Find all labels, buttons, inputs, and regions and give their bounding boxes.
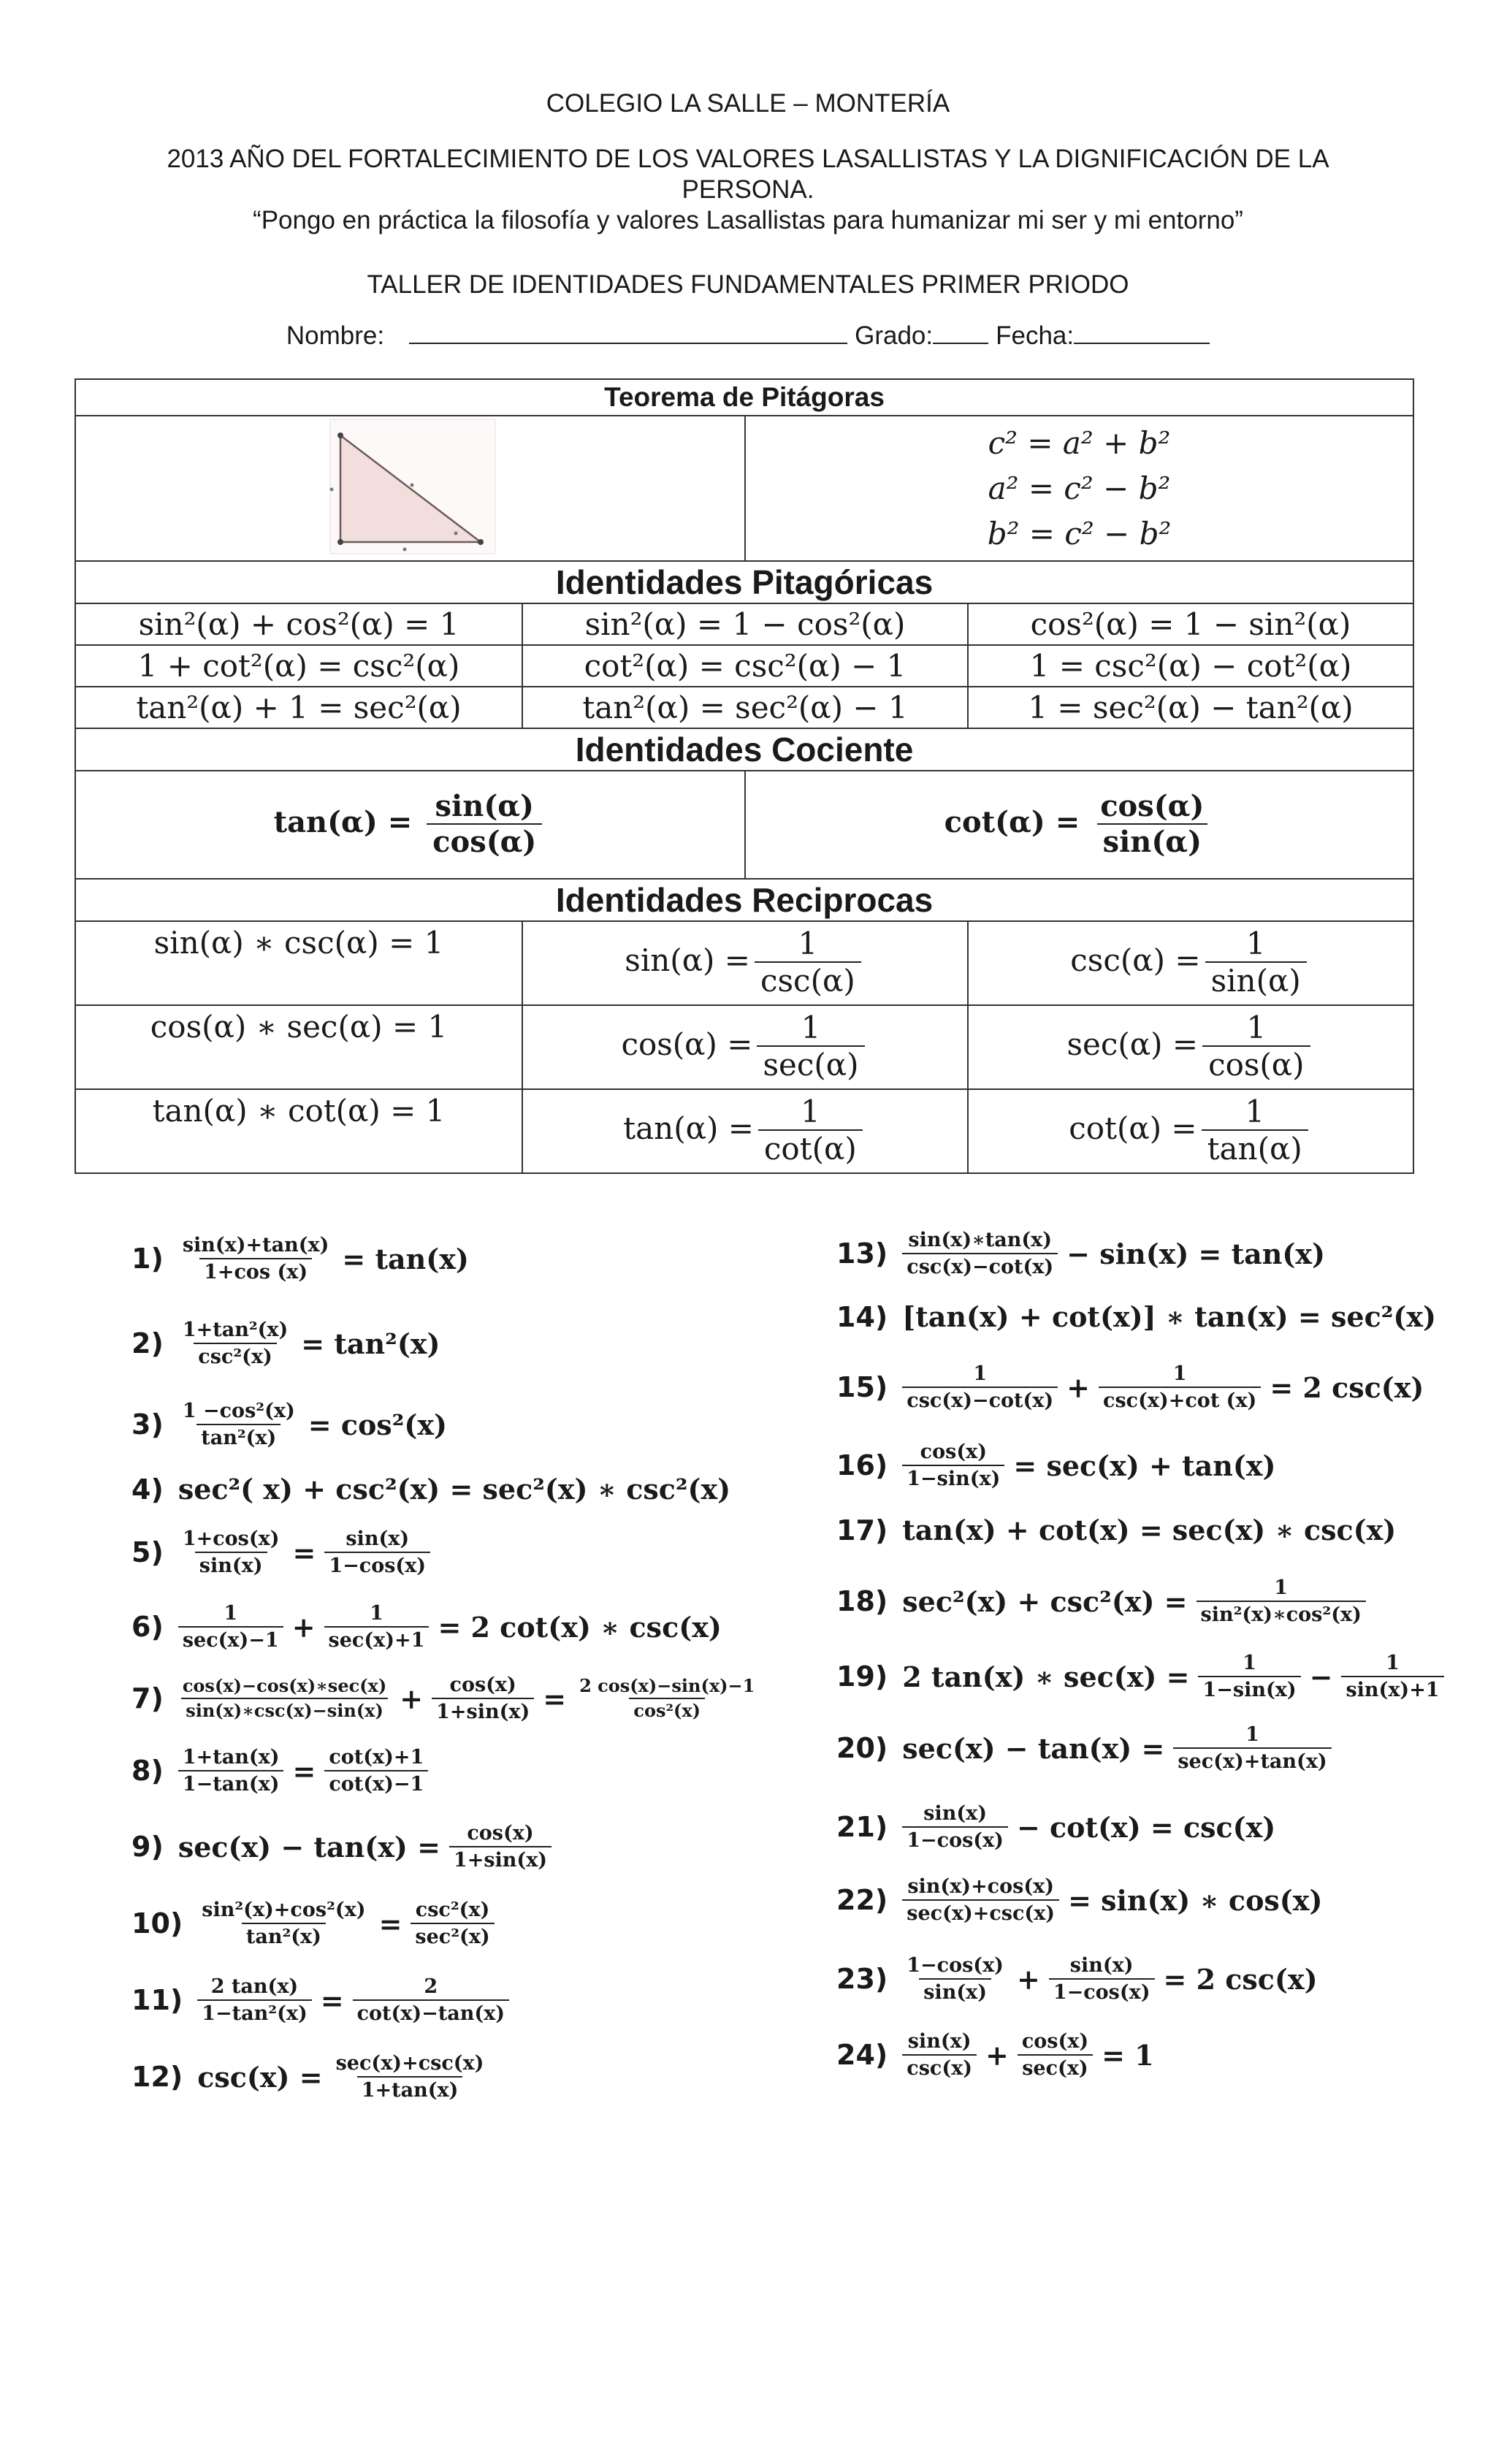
exercise-expression: sec(x) − tan(x) = xyxy=(902,1731,1165,1765)
grade-label: Grado: xyxy=(855,321,934,350)
section-quotient-title: Identidades Cociente xyxy=(75,728,1413,771)
section-pythagorean-title: Identidades Pitagóricas xyxy=(75,561,1413,603)
exercise-expression: 2 tan(x) ∗ sec(x) = xyxy=(902,1660,1190,1693)
right-triangle-figure xyxy=(76,416,745,557)
pythagoras-formula-3: b² = c² − b² xyxy=(987,515,1172,552)
fraction-numerator: 2 xyxy=(424,1975,438,1998)
fraction-denominator: csc(x)−cot(x) xyxy=(902,1253,1058,1278)
pythagoras-formula-1: c² = a² + b² xyxy=(988,424,1171,461)
exercise-expression: + xyxy=(1016,1962,1040,1996)
exercise-expression: − sin(x) = tan(x) xyxy=(1066,1237,1326,1270)
recip-a-den: cot(α) xyxy=(758,1129,863,1166)
exercise-expression: [tan(x) + cot(x)] ∗ tan(x) = sec²(x) xyxy=(902,1300,1436,1333)
exercise-2 xyxy=(131,1319,444,1368)
fraction-denominator: tan²(x) xyxy=(242,1923,326,1948)
recip-b xyxy=(968,1089,1413,1173)
exercise-fraction xyxy=(197,1899,370,1948)
year-line-1: 2013 AÑO DEL FORTALECIMIENTO DE LOS VALORES LASALLISTAS Y LA DIGNIFICACIÓN DE LA xyxy=(167,145,1329,173)
fraction-numerator: 1 xyxy=(973,1362,988,1385)
exercise-number: 11) xyxy=(131,1984,183,2017)
quotient-tan-lhs: tan(α) = xyxy=(273,805,413,839)
exercise-fraction xyxy=(1049,1955,1155,2004)
fraction-denominator: sec(x) xyxy=(1018,2054,1092,2080)
quotient-cot-den: sin(α) xyxy=(1097,823,1207,858)
exercise-fraction xyxy=(324,1603,430,1652)
exercise-fraction xyxy=(1099,1363,1261,1412)
school-name: COLEGIO LA SALLE – MONTERÍA xyxy=(546,89,950,118)
exercise-fraction xyxy=(902,1441,1004,1490)
exercise-fraction xyxy=(575,1677,759,1720)
fraction-numerator: sin(x)+tan(x) xyxy=(182,1234,329,1256)
exercise-number: 4) xyxy=(131,1473,164,1506)
date-label: Fecha: xyxy=(996,321,1075,350)
recip-one: 1 xyxy=(800,1094,820,1130)
fraction-denominator: sin(x) xyxy=(919,1978,991,2004)
exercise-12 xyxy=(131,2053,492,2102)
exercise-expression: = sec(x) + tan(x) xyxy=(1013,1449,1276,1482)
recip-a xyxy=(522,921,968,1005)
exercise-fraction xyxy=(1018,2031,1093,2080)
fraction-numerator: 1+tan²(x) xyxy=(182,1319,289,1341)
exercise-6 xyxy=(131,1603,726,1652)
exercise-9 xyxy=(131,1823,556,1872)
exercise-fraction xyxy=(324,1528,430,1577)
exercise-number: 16) xyxy=(836,1449,888,1482)
exercise-fraction xyxy=(324,1747,428,1796)
fraction-denominator: cot(x)−1 xyxy=(324,1770,428,1796)
exercise-number: 10) xyxy=(131,1907,183,1940)
exercise-fraction xyxy=(332,2053,489,2102)
exercise-expression: + xyxy=(400,1682,424,1715)
recip-one: 1 xyxy=(798,926,818,962)
exercise-fraction xyxy=(1197,1577,1366,1626)
exercise-fraction xyxy=(902,1803,1008,1852)
fraction-denominator: cot(x)−tan(x) xyxy=(353,1999,509,2025)
fraction-numerator: 2 cos(x)−sin(x)−1 xyxy=(579,1675,755,1697)
pyth-identity: 1 = csc²(α) − cot²(α) xyxy=(968,645,1413,687)
fraction-numerator: sin(x) xyxy=(346,1527,410,1550)
exercise-fraction xyxy=(178,1235,334,1284)
exercise-expression: − xyxy=(1309,1660,1333,1693)
recip-product: sin(α) ∗ csc(α) = 1 xyxy=(75,921,522,1005)
fraction-denominator: 1−sin(x) xyxy=(902,1465,1004,1490)
exercise-expression: + xyxy=(1066,1370,1091,1404)
exercise-5 xyxy=(131,1528,435,1577)
fraction-denominator: 1+sin(x) xyxy=(432,1698,534,1723)
exercise-number: 14) xyxy=(836,1300,888,1333)
fraction-numerator: cos(x) xyxy=(920,1441,987,1463)
exercise-fraction xyxy=(411,1899,494,1948)
fraction-numerator: 1 −cos²(x) xyxy=(182,1400,295,1422)
exercise-expression: = 1 xyxy=(1102,2038,1154,2072)
recip-a-den: csc(α) xyxy=(755,961,861,998)
exercise-number: 13) xyxy=(836,1237,888,1270)
exercise-fraction xyxy=(1198,1652,1300,1701)
exercise-fraction xyxy=(178,1319,292,1368)
pythagoras-formula-2: a² = c² − b² xyxy=(988,470,1171,506)
fraction-numerator: cos(x) xyxy=(467,1822,534,1845)
exercise-number: 19) xyxy=(836,1660,888,1693)
fraction-denominator: sin(x) xyxy=(195,1552,267,1577)
exercise-number: 21) xyxy=(836,1811,888,1844)
recip-a-lhs: tan(α) = xyxy=(623,1110,754,1147)
recip-one: 1 xyxy=(1245,926,1266,962)
exercise-8 xyxy=(131,1747,432,1796)
fraction-numerator: cos(x)−cos(x)∗sec(x) xyxy=(182,1675,387,1697)
fraction-numerator: sin(x)+cos(x) xyxy=(907,1875,1054,1898)
recip-b xyxy=(968,921,1413,1005)
exercise-expression: = xyxy=(543,1682,567,1715)
exercise-expression: = xyxy=(378,1907,402,1940)
exercise-fraction xyxy=(902,1876,1059,1925)
exercise-number: 2) xyxy=(131,1327,164,1360)
exercise-fraction xyxy=(353,1976,509,2025)
pyth-identity: tan²(α) = sec²(α) − 1 xyxy=(522,687,968,728)
exercise-17 xyxy=(836,1514,1400,1546)
exercise-fraction xyxy=(902,1363,1058,1412)
exercise-expression: = sin(x) ∗ cos(x) xyxy=(1068,1883,1323,1917)
fraction-denominator: 1−cos(x) xyxy=(1049,1978,1155,2004)
exercise-11 xyxy=(131,1976,514,2025)
fraction-denominator: 1+sin(x) xyxy=(449,1846,552,1872)
section-reciprocal-title: Identidades Reciprocas xyxy=(75,879,1413,921)
fraction-numerator: sin(x)∗tan(x) xyxy=(908,1229,1053,1251)
identities-table xyxy=(75,378,1414,1174)
exercise-number: 12) xyxy=(131,2061,183,2094)
fraction-numerator: cot(x)+1 xyxy=(329,1746,424,1769)
fraction-denominator: 1−sin(x) xyxy=(1198,1676,1300,1701)
exercise-14 xyxy=(836,1300,1440,1333)
exercise-fraction xyxy=(197,1976,311,2025)
fraction-denominator: sin²(x)∗cos²(x) xyxy=(1197,1601,1366,1626)
exercise-19 xyxy=(836,1652,1449,1701)
exercise-number: 5) xyxy=(131,1536,164,1569)
exercise-4 xyxy=(131,1473,735,1506)
exercise-expression: = 2 cot(x) ∗ csc(x) xyxy=(438,1610,722,1644)
fraction-denominator: sec(x)+tan(x) xyxy=(1173,1747,1331,1773)
exercise-expression: − cot(x) = csc(x) xyxy=(1016,1810,1276,1844)
year-line-2: PERSONA. xyxy=(682,175,814,204)
fraction-denominator: sin(x)+1 xyxy=(1341,1676,1443,1701)
recip-b-den: tan(α) xyxy=(1202,1129,1308,1166)
recip-b-lhs: cot(α) = xyxy=(1069,1110,1197,1147)
fraction-numerator: 1 xyxy=(1274,1576,1289,1599)
quotient-tan-num: sin(α) xyxy=(435,789,534,823)
exercise-fraction xyxy=(178,1400,299,1449)
exercise-22 xyxy=(836,1876,1327,1925)
fraction-numerator: cos(x) xyxy=(449,1674,516,1696)
exercise-24 xyxy=(836,2031,1159,2080)
exercise-fraction xyxy=(178,1528,284,1577)
recip-product: tan(α) ∗ cot(α) = 1 xyxy=(75,1089,522,1173)
recip-one: 1 xyxy=(1245,1094,1265,1130)
exercise-fraction xyxy=(432,1674,534,1723)
recip-b-den: sin(α) xyxy=(1205,961,1307,998)
exercise-20 xyxy=(836,1724,1336,1773)
exercise-18 xyxy=(836,1577,1370,1626)
fraction-numerator: sin(x) xyxy=(907,2030,972,2053)
quotient-cot-num: cos(α) xyxy=(1100,789,1205,823)
fraction-numerator: 1−cos(x) xyxy=(907,1954,1004,1977)
fraction-denominator: sec²(x) xyxy=(411,1923,494,1948)
fraction-numerator: 1 xyxy=(1243,1652,1256,1674)
exercise-expression: sec²(x) + csc²(x) = xyxy=(902,1584,1188,1618)
fraction-numerator: sec(x)+csc(x) xyxy=(335,2052,484,2075)
exercise-number: 17) xyxy=(836,1514,888,1546)
exercise-expression: + xyxy=(985,2038,1009,2072)
fraction-numerator: 1 xyxy=(1386,1652,1400,1674)
fraction-denominator: 1+tan(x) xyxy=(357,2076,463,2102)
exercise-13 xyxy=(836,1229,1329,1278)
exercise-fraction xyxy=(178,1603,283,1652)
pyth-identity: tan²(α) + 1 = sec²(α) xyxy=(75,687,522,728)
exercise-expression: = xyxy=(292,1536,316,1569)
quotient-tan xyxy=(75,771,745,879)
fraction-denominator: sin(x)∗csc(x)−sin(x) xyxy=(181,1698,388,1721)
recip-one: 1 xyxy=(801,1010,821,1046)
name-blank[interactable] xyxy=(409,322,847,344)
fraction-numerator: 2 tan(x) xyxy=(210,1975,299,1998)
recip-one: 1 xyxy=(1246,1010,1267,1046)
recip-a-lhs: cos(α) = xyxy=(621,1026,753,1063)
recip-a xyxy=(522,1089,968,1173)
exercise-16 xyxy=(836,1441,1281,1490)
pyth-identity: 1 + cot²(α) = csc²(α) xyxy=(75,645,522,687)
recip-a-den: sec(α) xyxy=(757,1045,864,1082)
triangle-cell xyxy=(75,416,745,561)
exercise-number: 15) xyxy=(836,1371,888,1404)
pyth-identity: 1 = sec²(α) − tan²(α) xyxy=(968,687,1413,728)
exercise-number: 9) xyxy=(131,1831,164,1864)
exercise-expression: = 2 csc(x) xyxy=(1163,1962,1318,1996)
name-label: Nombre: xyxy=(286,321,385,350)
grade-blank[interactable] xyxy=(933,322,988,344)
fraction-numerator: csc²(x) xyxy=(415,1899,490,1921)
exercise-expression: = cos²(x) xyxy=(308,1408,447,1441)
exercise-number: 24) xyxy=(836,2039,888,2072)
fraction-denominator: 1−tan(x) xyxy=(178,1770,284,1796)
fraction-denominator: sec(x)−1 xyxy=(178,1626,283,1652)
fraction-numerator: sin(x) xyxy=(923,1802,987,1825)
section-pythagoras-title: Teorema de Pitágoras xyxy=(75,379,1413,416)
pythagoras-formulas xyxy=(745,416,1413,561)
motto: “Pongo en práctica la filosofía y valores Lasallistas para humanizar mi ser y mi entorno” xyxy=(253,206,1243,234)
exercise-expression: sec²( x) + csc²(x) = sec²(x) ∗ csc²(x) xyxy=(178,1473,731,1506)
fraction-numerator: 1 xyxy=(1245,1723,1259,1746)
recip-a xyxy=(522,1005,968,1089)
fraction-numerator: cos(x) xyxy=(1021,2030,1089,2053)
exercise-number: 3) xyxy=(131,1408,164,1441)
fraction-numerator: 1 xyxy=(1172,1362,1187,1385)
fraction-numerator: sin²(x)+cos²(x) xyxy=(202,1899,366,1921)
exercise-expression: = 2 csc(x) xyxy=(1270,1370,1424,1404)
fraction-denominator: csc(x)−cot(x) xyxy=(902,1387,1058,1412)
student-info-row xyxy=(0,321,1496,351)
fraction-denominator: csc(x) xyxy=(902,2054,977,2080)
exercise-number: 1) xyxy=(131,1243,164,1275)
fraction-denominator: 1−tan²(x) xyxy=(197,1999,311,2025)
exercise-number: 20) xyxy=(836,1732,888,1765)
date-blank[interactable] xyxy=(1074,322,1210,344)
exercise-fraction xyxy=(902,2031,977,2080)
recip-a-lhs: sin(α) = xyxy=(625,942,750,979)
recip-product: cos(α) ∗ sec(α) = 1 xyxy=(75,1005,522,1089)
exercise-fraction xyxy=(1341,1652,1443,1701)
exercise-expression: + xyxy=(291,1610,316,1644)
exercise-7 xyxy=(131,1674,763,1723)
exercise-expression: sec(x) − tan(x) = xyxy=(178,1830,440,1864)
exercise-fraction xyxy=(902,1955,1008,2004)
exercise-10 xyxy=(131,1899,499,1948)
exercise-number: 22) xyxy=(836,1884,888,1917)
exercise-3 xyxy=(131,1400,451,1449)
fraction-numerator: 1+tan(x) xyxy=(182,1746,280,1769)
fraction-numerator: 1+cos(x) xyxy=(182,1527,280,1550)
exercise-23 xyxy=(836,1955,1322,2004)
recip-b-den: cos(α) xyxy=(1202,1045,1310,1082)
exercise-expression: = tan²(x) xyxy=(301,1327,440,1360)
fraction-denominator: csc²(x) xyxy=(194,1343,277,1368)
exercise-fraction xyxy=(902,1229,1058,1278)
recip-b-lhs: sec(α) = xyxy=(1066,1026,1199,1063)
workshop-title: TALLER DE IDENTIDADES FUNDAMENTALES PRIMER PRIODO xyxy=(367,270,1129,299)
exercise-expression: = xyxy=(292,1754,316,1788)
exercise-expression: = xyxy=(320,1983,344,2017)
exercise-expression: tan(x) + cot(x) = sec(x) ∗ csc(x) xyxy=(902,1514,1397,1546)
exercise-fraction xyxy=(1173,1724,1331,1773)
exercise-fraction xyxy=(449,1823,552,1872)
exercise-number: 7) xyxy=(131,1682,164,1715)
quotient-cot xyxy=(745,771,1413,879)
exercise-number: 18) xyxy=(836,1585,888,1618)
fraction-numerator: 1 xyxy=(224,1602,238,1625)
fraction-denominator: 1+cos (x) xyxy=(199,1258,312,1284)
recip-b xyxy=(968,1005,1413,1089)
fraction-denominator: csc(x)+cot (x) xyxy=(1099,1387,1261,1412)
exercise-expression: csc(x) = xyxy=(197,2060,323,2094)
fraction-numerator: 1 xyxy=(370,1602,383,1625)
fraction-denominator: sec(x)+1 xyxy=(324,1626,430,1652)
exercise-number: 6) xyxy=(131,1611,164,1644)
exercise-fraction xyxy=(178,1747,284,1796)
pyth-identity: sin²(α) + cos²(α) = 1 xyxy=(75,603,522,645)
recip-b-lhs: csc(α) = xyxy=(1070,942,1201,979)
fraction-denominator: sec(x)+csc(x) xyxy=(902,1899,1059,1925)
fraction-denominator: 1−cos(x) xyxy=(324,1552,430,1577)
exercise-number: 23) xyxy=(836,1963,888,1996)
pyth-identity: cot²(α) = csc²(α) − 1 xyxy=(522,645,968,687)
exercise-number: 8) xyxy=(131,1755,164,1788)
quotient-cot-lhs: cot(α) = xyxy=(944,805,1080,839)
fraction-denominator: cos²(x) xyxy=(629,1698,705,1721)
exercise-1 xyxy=(131,1235,473,1284)
pyth-identity: sin²(α) = 1 − cos²(α) xyxy=(522,603,968,645)
exercise-21 xyxy=(836,1803,1280,1852)
fraction-denominator: 1−cos(x) xyxy=(902,1826,1008,1852)
exercise-expression: = tan(x) xyxy=(342,1242,469,1275)
fraction-denominator: tan²(x) xyxy=(196,1424,280,1449)
exercise-fraction xyxy=(178,1677,391,1720)
quotient-tan-den: cos(α) xyxy=(427,823,542,858)
exercise-15 xyxy=(836,1363,1428,1412)
fraction-numerator: sin(x) xyxy=(1069,1954,1134,1977)
pyth-identity: cos²(α) = 1 − sin²(α) xyxy=(968,603,1413,645)
